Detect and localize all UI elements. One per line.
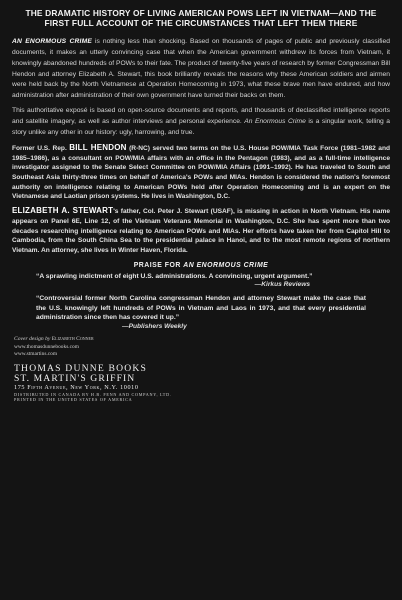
praise-heading xyxy=(12,262,390,269)
bio-hendon-pre: Former U.S. Rep. xyxy=(12,144,70,152)
publisher-url-1: www.thomasdunnebooks.com xyxy=(14,344,79,351)
cover-credit-label: Cover design by xyxy=(14,336,52,343)
second-text-2: is a singular work, telling a story unlike any other in our history: ugly, harrowing, and true. xyxy=(12,118,390,137)
second-text-1: This authoritative exposé is based on open-source documents and reports, and thousands of declassified intelligence reports and satellite imagery, as well as author interviews and personal experience. xyxy=(12,107,390,126)
bio-hendon-name: BILL HENDON xyxy=(69,142,127,152)
second-italic-title: An Enormous Crime xyxy=(244,118,306,126)
intro-paragraph xyxy=(12,37,390,102)
praise-heading-title: AN ENORMOUS CRIME xyxy=(183,261,269,269)
bio-stewart xyxy=(12,206,390,256)
publisher-printed: PRINTED IN THE UNITED STATES OF AMERICA xyxy=(14,397,133,403)
publisher-name: ST. MARTIN'S GRIFFIN xyxy=(14,373,136,385)
publisher-block xyxy=(14,364,390,403)
bio-hendon-text: (R-NC) served two terms on the U.S. House POW/MIA Task Force (1981–1982 and 1985–1986), as a consultant on POW/MIA affairs with an office in the Pentagon (1983), and as a full-time intelligence investigator assigned to the Senate Select Committee on POW/MIA Affairs (1991–1992). He has traveled to South and Southeast Asia thirty-three times on behalf of America's POWs and MIAs. Hendon is considered the nation's foremost authority on intelligence relating to American POWs held after Operation Homecoming and is an expert on the Vietnamese and Laotian prison systems. He lives in Washington, D.C. xyxy=(12,144,391,201)
publisher-distribution: DISTRIBUTED IN CANADA BY H.B. FENN AND COMPANY, LTD. xyxy=(14,392,172,398)
publisher-url-2: www.stmartins.com xyxy=(14,351,58,358)
bio-stewart-text: 's father, Col. Peter J. Stewart (USAF), is missing in action in North Vietnam. His name appears on Panel 6E, Line 12, of the Vietnam Veterans Memorial in Washington, D.C. She has spent more than two decades researching intelligence relating to American POWs and MIAs. Her efforts have taken her from Capitol Hill to Cambodia, from the South China Sea to the presidential palace in Hanoi, and to the most remote regions of northern Vietnam. An attorney, she lives in Winter Haven, Florida. xyxy=(12,208,390,254)
praise-attrib-2: —Publishers Weekly xyxy=(122,323,187,331)
publisher-imprint: THOMAS DUNNE BOOKS xyxy=(14,363,148,375)
cover-credit xyxy=(14,336,390,342)
headline: THE DRAMATIC HISTORY OF LIVING AMERICAN POWS LEFT IN VIETNAM—AND THE FIRST FULL ACCOUNT OF THE CIRCUMSTANCES THAT LEFT THEM THERE xyxy=(25,8,377,29)
bio-stewart-name: ELIZABETH A. STEWART xyxy=(12,206,114,216)
publisher-address: 175 Fifth Avenue, New York, N.Y. 10010 xyxy=(14,384,139,392)
praise-quote-1: “A sprawling indictment of eight U.S. administrations. A convincing, urgent argument.” xyxy=(36,272,313,280)
bio-hendon xyxy=(12,143,390,202)
credits xyxy=(14,336,390,403)
intro-title: AN ENORMOUS CRIME xyxy=(12,37,93,45)
cover-credit-name: Elizabeth Conner xyxy=(51,336,94,343)
praise-heading-pre: PRAISE FOR xyxy=(133,261,184,269)
second-paragraph xyxy=(12,106,390,139)
praise-quote-2: “Controversial former North Carolina congressman Hendon and attorney Stewart make the case that the U.S. knowingly left hundreds of POWs in Vietnam and Laos in 1973, and that every presidential administration since then has covered it up.” xyxy=(36,295,366,322)
praise-attrib-1: —Kirkus Reviews xyxy=(254,281,310,289)
intro-text: is nothing less than shocking. Based on thousands of pages of public and previously classified documents, it makes an utterly convincing case that when the American government withdrew its forces from Vietnam, it knowingly abandoned hundreds of POWs to their fate. The product of twenty-five years of research by former Congressman Bill Hendon and attorney Elizabeth A. Stewart, this book brilliantly reveals the reasons why these American soldiers and airmen were held back by the North Vietnamese at Operation Homecoming in 1973, what these brave men have endured, and how administration after administration of their own government have turned their backs on them. xyxy=(12,37,390,100)
